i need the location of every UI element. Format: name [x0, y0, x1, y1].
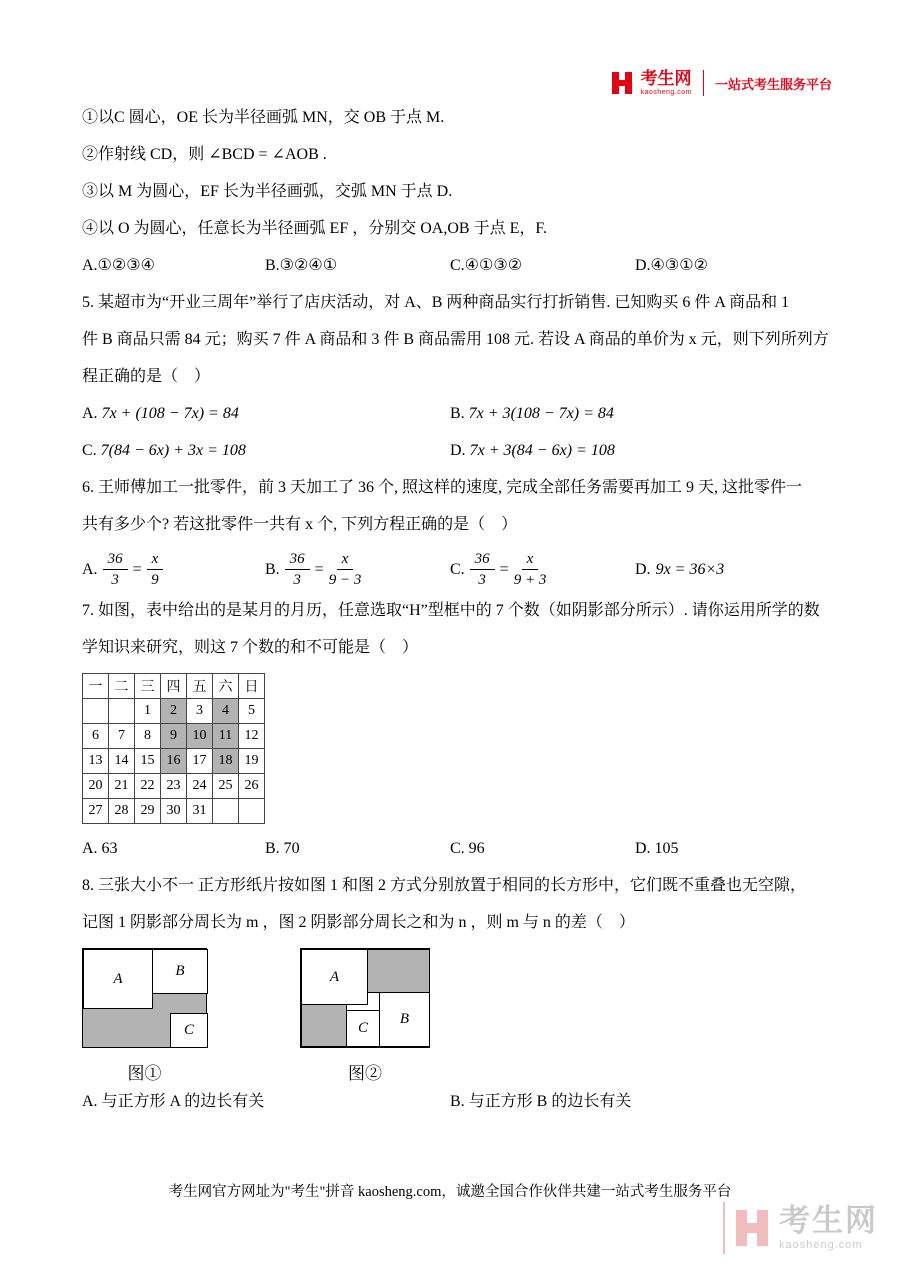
q8-option-b: B. 与正方形 B 的边长有关 [450, 1093, 632, 1110]
q7-text-line-1: 7. 如图，表中给出的是某月的月历，任意选取“H”型框中的 7 个数（如阴影部分所示）. 请你运用所学的数 [82, 602, 820, 619]
figure-2-shaded-top-right [367, 949, 430, 993]
q5-option-c: C. 7(84 − 6x) + 3x = 108 [82, 442, 246, 459]
figure-1-square-a: A [83, 949, 153, 1009]
calendar-header-cell: 日 [239, 674, 265, 699]
figure-2-caption: 图② [348, 1064, 382, 1083]
calendar-cell: 27 [83, 799, 109, 824]
q4-option-d: D.④③①② [635, 257, 708, 274]
calendar-cell [239, 799, 265, 824]
watermark-brand: 考生网 [779, 1203, 878, 1238]
q7-option-a: A. 63 [82, 840, 118, 857]
calendar-cell: 21 [109, 774, 135, 799]
watermark-divider [723, 1202, 725, 1254]
figure-2-wrap [300, 948, 430, 1084]
calendar-cell: 5 [239, 699, 265, 724]
calendar-cell: 2 [161, 699, 187, 724]
q8-text-line-1: 8. 三张大小不一 正方形纸片按如图 1 和图 2 方式分别放置于相同的长方形中，它们既不重叠也无空隙， [82, 877, 807, 894]
q8-text-line-2: 记图 1 阴影部分周长为 m ，图 2 阴影部分周长之和为 n ，则 m 与 n 的差（ ） [82, 914, 635, 931]
figure-2-shaded-bottom-left [301, 1004, 347, 1047]
q8-options [82, 1090, 850, 1114]
calendar-cell: 6 [83, 724, 109, 749]
calendar-cell: 12 [239, 724, 265, 749]
calendar-cell: 8 [135, 724, 161, 749]
brand-tagline: 一站式考生服务平台 [714, 76, 832, 92]
brand-domain: kaosheng.com [640, 89, 692, 96]
figure-2-square-a: A [301, 949, 368, 1005]
q5-option-d: D. 7x + 3(84 − 6x) = 108 [450, 442, 615, 459]
q6-text-line-2: 共有多少个? 若这批零件一共有 x 个, 下列方程正确的是（ ） [82, 516, 518, 533]
q5-option-b: B. 7x + 3(108 − 7x) = 84 [450, 405, 614, 422]
calendar-cell: 26 [239, 774, 265, 799]
q6-text-line-1: 6. 王师傅加工一批零件，前 3 天加工了 36 个, 照这样的速度, 完成全部任务需要再加工 9 天, 这批零件一 [82, 479, 803, 496]
q4-option-c: C.④①③② [450, 257, 523, 274]
calendar-cell [83, 699, 109, 724]
calendar-cell: 16 [161, 749, 187, 774]
figure-1 [82, 948, 207, 1048]
calendar-cell: 25 [213, 774, 239, 799]
watermark-domain: kaosheng.com [779, 1239, 863, 1251]
calendar-cell: 17 [187, 749, 213, 774]
calendar-cell: 23 [161, 774, 187, 799]
q4-step-3: ③以 M 为圆心，EF 长为半径画弧，交弧 MN 于点 D. [82, 183, 453, 200]
q4-step-4: ④以 O 为圆心，任意长为半径画弧 EF ，分别交 OA,OB 于点 E，F. [82, 220, 547, 237]
calendar-cell: 14 [109, 749, 135, 774]
calendar-cell: 10 [187, 724, 213, 749]
figure-2 [300, 948, 430, 1048]
site-logo [611, 70, 832, 96]
watermark [723, 1202, 878, 1254]
calendar-cell: 1 [135, 699, 161, 724]
q7-option-d: D. 105 [635, 840, 679, 857]
calendar-cell [109, 699, 135, 724]
q8-figures [82, 948, 850, 1084]
calendar-cell: 3 [187, 699, 213, 724]
q5-text-line-1: 5. 某超市为“开业三周年”举行了店庆活动，对 A、B 两种商品实行打折销售. 已知购买 6 件 A 商品和 1 [82, 294, 790, 311]
q4-step-2: ②作射线 CD，则 ∠BCD = ∠AOB . [82, 146, 327, 163]
calendar-table [82, 673, 265, 824]
q6-option-d: D. 9x = 36×3 [635, 560, 725, 578]
q5-text-line-2: 件 B 商品只需 84 元；购买 7 件 A 商品和 3 件 B 商品需用 108 元. 若设 A 商品的单价为 x 元，则下列所列方 [82, 331, 829, 348]
figure-2-square-c: C [346, 1010, 380, 1047]
q5-options-row-2 [82, 439, 850, 463]
calendar-header-cell: 五 [187, 674, 213, 699]
calendar-cell: 22 [135, 774, 161, 799]
brand-text [640, 70, 692, 96]
calendar-cell: 31 [187, 799, 213, 824]
calendar-cell: 15 [135, 749, 161, 774]
calendar-cell: 4 [213, 699, 239, 724]
watermark-logo-icon [734, 1210, 770, 1246]
calendar-cell: 30 [161, 799, 187, 824]
q7-options [82, 837, 850, 861]
calendar-cell: 7 [109, 724, 135, 749]
calendar-cell: 11 [213, 724, 239, 749]
calendar-cell: 18 [213, 749, 239, 774]
figure-1-caption: 图① [127, 1064, 162, 1083]
calendar-header-cell: 三 [135, 674, 161, 699]
q7-text-line-2: 学知识来研究，则这 7 个数的和不可能是（ ） [82, 639, 419, 656]
calendar-header-cell: 六 [213, 674, 239, 699]
q4-option-b: B.③②④① [265, 257, 338, 274]
q7-option-c: C. 96 [450, 840, 485, 857]
q6-options [82, 550, 850, 589]
calendar-cell: 29 [135, 799, 161, 824]
calendar-cell: 13 [83, 749, 109, 774]
calendar-header-cell: 四 [161, 674, 187, 699]
kaosheng-logo-icon [611, 72, 633, 94]
figure-1-square-b: B [152, 949, 208, 994]
q4-step-1: ①以C 圆心，OE 长为半径画弧 MN，交 OB 于点 M. [82, 109, 445, 126]
q7-option-b: B. 70 [265, 840, 300, 857]
brand-name: 考生网 [640, 69, 692, 88]
q6-option-a: A. $\frac{36}{3}$ = $\frac{x}{9}$ [82, 550, 265, 589]
q5-options-row-1 [82, 402, 850, 426]
figure-1-wrap [82, 948, 207, 1084]
brand-divider [703, 70, 704, 96]
watermark-text [779, 1205, 878, 1251]
calendar-cell: 9 [161, 724, 187, 749]
calendar-cell: 20 [83, 774, 109, 799]
q6-option-b: B. $\frac{36}{3}$ = $\frac{x}{9 - 3}$ [265, 551, 362, 588]
exam-content [82, 106, 850, 1127]
calendar-cell: 24 [187, 774, 213, 799]
q4-option-a: A.①②③④ [82, 257, 155, 274]
calendar-header-cell: 一 [83, 674, 109, 699]
figure-2-square-b: B [379, 992, 430, 1047]
q6-option-c: C. $\frac{36}{3}$ = $\frac{x}{9 + 3}$ [450, 551, 547, 588]
footer-text: 考生网官方网址为"考生"拼音 kaosheng.com，诚邀全国合作伙伴共建一站式考生服务平台 [168, 1184, 732, 1200]
calendar-header-cell: 二 [109, 674, 135, 699]
calendar-cell [213, 799, 239, 824]
q5-option-a: A. 7x + (108 − 7x) = 84 [82, 405, 239, 422]
q8-option-a: A. 与正方形 A 的边长有关 [82, 1093, 265, 1110]
calendar-cell: 19 [239, 749, 265, 774]
q5-text-line-3: 程正确的是（ ） [82, 368, 211, 385]
q4-options [82, 254, 850, 278]
calendar-cell: 28 [109, 799, 135, 824]
figure-1-square-c: C [170, 1013, 208, 1048]
